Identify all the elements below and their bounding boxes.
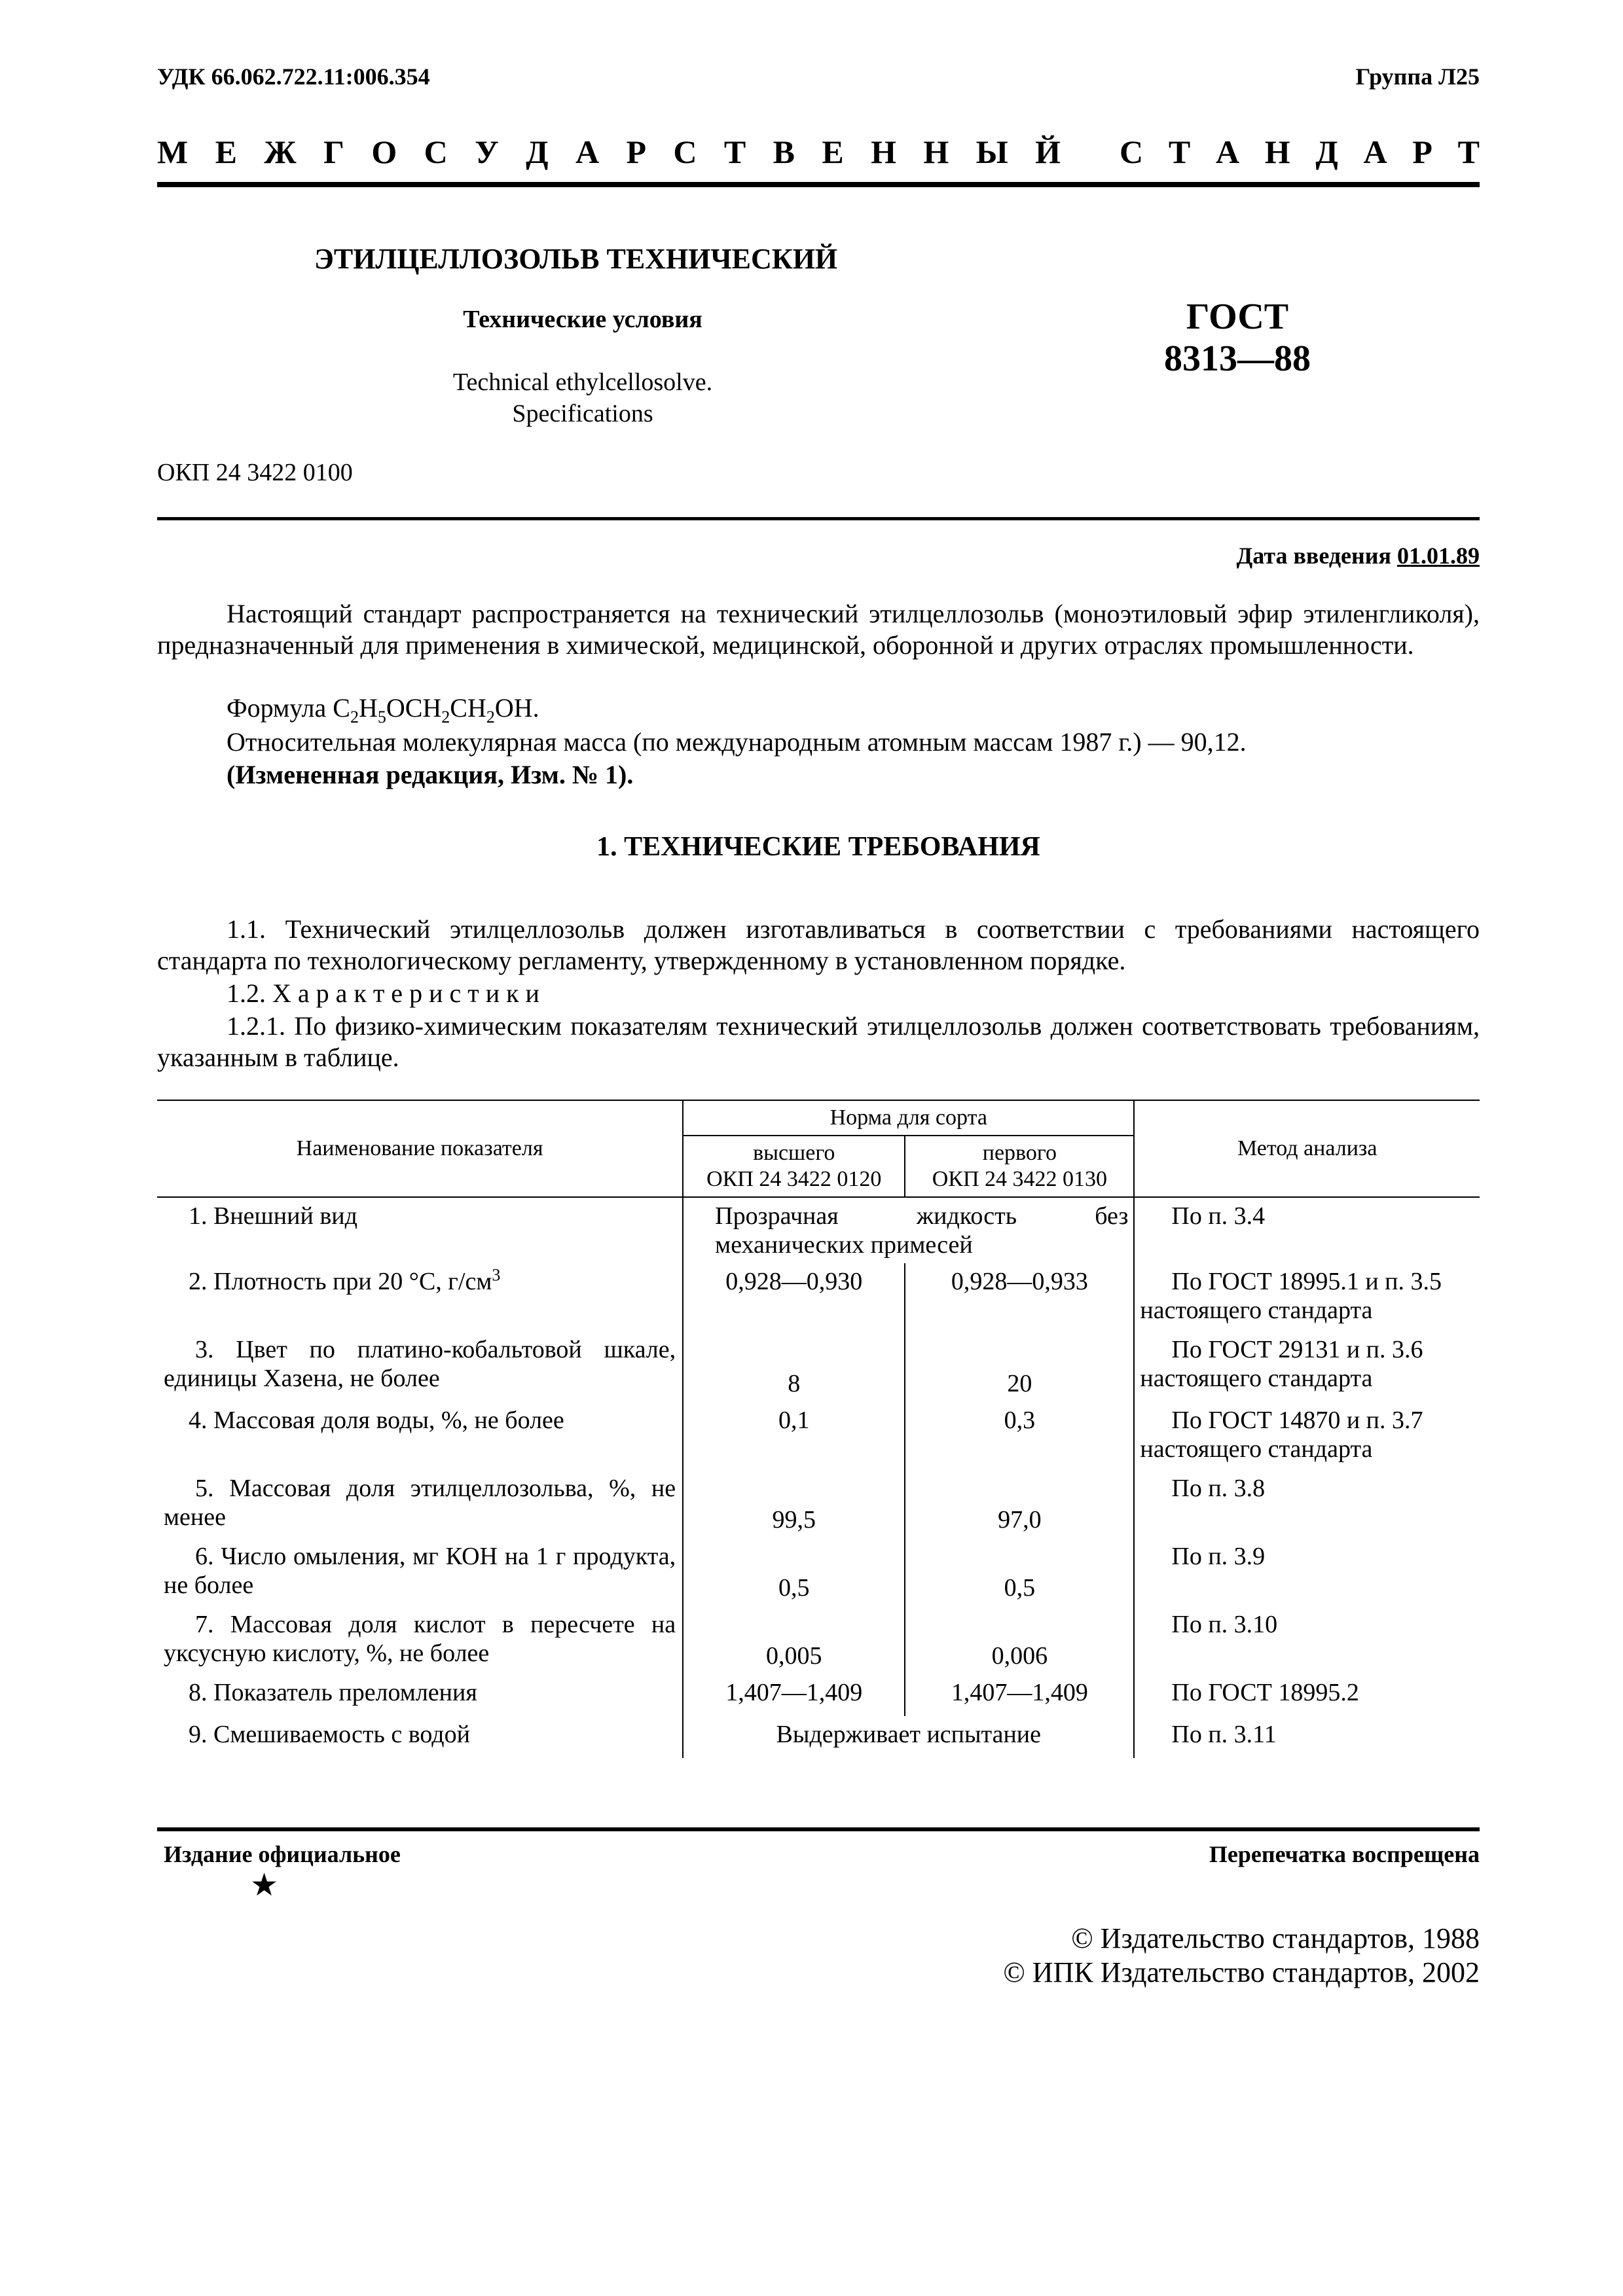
row-value-first: 0,3 — [905, 1402, 1134, 1470]
row-name: 6. Число омыления, мг КОН на 1 г продукта, не более — [164, 1543, 676, 1599]
row-name: 7. Массовая доля кислот в пересчете на уксусную кислоту, %, не более — [164, 1611, 676, 1667]
copyright-block — [1003, 1922, 1480, 1990]
gost-code: 8313—88 — [1164, 338, 1311, 379]
row-method: По ГОСТ 18995.1 и п. 3.5 настоящего стандарта — [1134, 1263, 1480, 1331]
table-row — [157, 1197, 1480, 1263]
row-value-first: 20 — [905, 1331, 1134, 1402]
row-name: 3. Цвет по платино-кобальтовой шкале, единицы Хазена, не более — [164, 1336, 676, 1392]
banner-rule — [157, 182, 1480, 187]
table-row — [157, 1402, 1480, 1470]
row-name: 4. Массовая доля воды, %, не более — [189, 1407, 564, 1434]
intro-paragraph: Настоящий стандарт распространяется на технический этилцеллозольв (моноэтиловый эфир этиленгликоля), предназначенный для применения в химической, медицинской, оборонной и других отраслях промышленности. — [157, 599, 1480, 660]
row-name: 9. Смешиваемость с водой — [189, 1721, 470, 1748]
header-indicator-name: Наименование показателя — [157, 1100, 683, 1197]
formula-label: Формула — [227, 693, 327, 723]
banner-word-interstate: М Е Ж Г О С У Д А Р С Т В Е Н Н Ы Й — [157, 134, 1061, 170]
udk-code: УДК 66.062.722.11:006.354 — [157, 63, 430, 90]
intro-date — [1237, 542, 1480, 569]
row-norm-span: Прозрачная жидкость без механических примесей — [683, 1197, 1134, 1263]
row-method: По ГОСТ 18995.2 — [1134, 1674, 1480, 1716]
okp-code: ОКП 24 3422 0100 — [157, 459, 353, 486]
banner-word-standard: С Т А Н Д А Р Т — [1120, 134, 1480, 170]
row-method: По п. 3.4 — [1134, 1197, 1480, 1263]
group-code: Группа Л25 — [1355, 63, 1480, 90]
row-method: По п. 3.8 — [1134, 1470, 1480, 1538]
row-value-first: 1,407—1,409 — [905, 1674, 1134, 1716]
row-value-high: 0,005 — [683, 1606, 905, 1674]
header-norm: Норма для сорта — [683, 1100, 1134, 1136]
row-name: 8. Показатель преломления — [189, 1679, 477, 1706]
gost-label: ГОСТ — [1186, 296, 1289, 337]
row-value-high: 99,5 — [683, 1470, 905, 1538]
row-value-first: 0,928—0,933 — [905, 1263, 1134, 1331]
intro-date-label: Дата введения — [1236, 543, 1391, 569]
table-row — [157, 1716, 1480, 1758]
english-title — [380, 367, 786, 429]
row-value-high: 0,5 — [683, 1538, 905, 1606]
row-value-first: 0,5 — [905, 1538, 1134, 1606]
english-title-line1: Technical ethylcellosolve. — [452, 368, 713, 396]
clause-1-2: 1.2. Х а р а к т е р и с т и к и — [227, 978, 539, 1008]
title-rule — [157, 517, 1480, 520]
formula-line — [227, 692, 539, 724]
molecular-mass: Относительная молекулярная масса (по международным атомным массам 1987 г.) — 90,12. — [227, 727, 1247, 757]
header-grade-high: высшего ОКП 24 3422 0120 — [683, 1136, 905, 1197]
header-method: Метод анализа — [1134, 1100, 1480, 1197]
row-norm-span: Выдерживает испытание — [683, 1716, 1134, 1758]
official-edition: Издание официальное — [164, 1841, 401, 1867]
clause-1-2-1: 1.2.1. По физико-химическим показателям технический этилцеллозольв должен соответствовать требованиям, указанным в таблице. — [157, 1011, 1480, 1072]
intro-date-value: 01.01.89 — [1397, 543, 1480, 569]
table-row — [157, 1331, 1480, 1402]
change-note: (Измененная редакция, Изм. № 1). — [227, 760, 634, 789]
row-method: По ГОСТ 29131 и п. 3.6 настоящего стандарта — [1134, 1331, 1480, 1402]
specification-table — [157, 1100, 1480, 1758]
row-method: По ГОСТ 14870 и п. 3.7 настоящего стандарта — [1134, 1402, 1480, 1470]
english-title-line2: Specifications — [512, 400, 653, 427]
row-value-high: 8 — [683, 1331, 905, 1402]
row-name: 1. Внешний вид — [189, 1202, 357, 1230]
table-row — [157, 1538, 1480, 1606]
table-row — [157, 1606, 1480, 1674]
row-value-first: 97,0 — [905, 1470, 1134, 1538]
row-method: По п. 3.9 — [1134, 1538, 1480, 1606]
row-name: 2. Плотность при 20 °С, $г/см^3$ — [189, 1265, 501, 1295]
table-row — [157, 1674, 1480, 1716]
copyright-2002: © ИПК Издательство стандартов, 2002 — [1003, 1956, 1480, 1988]
row-method: По п. 3.10 — [1134, 1606, 1480, 1674]
footer-rule — [157, 1827, 1480, 1831]
standard-banner — [157, 133, 1480, 172]
header-grade-first: первого ОКП 24 3422 0130 — [905, 1136, 1134, 1197]
reprint-prohibited: Перепечатка воспрещена — [1209, 1841, 1480, 1867]
document-title: ЭТИЛЦЕЛЛОЗОЛЬВ ТЕХНИЧЕСКИЙ — [314, 243, 838, 275]
row-value-first: 0,006 — [905, 1606, 1134, 1674]
section-heading: 1. ТЕХНИЧЕСКИЕ ТРЕБОВАНИЯ — [596, 832, 1040, 862]
clause-1-1: 1.1. Технический этилцеллозольв должен изготавливаться в соответствии с требованиями настоящего стандарта по технологическому регламенту, утвержденному в установленном порядке. — [157, 914, 1480, 975]
row-value-high: 0,1 — [683, 1402, 905, 1470]
row-value-high: 0,928—0,930 — [683, 1263, 905, 1331]
table-row — [157, 1470, 1480, 1538]
row-method: По п. 3.11 — [1134, 1716, 1480, 1758]
star-icon: ★ — [250, 1868, 279, 1903]
copyright-1988: © Издательство стандартов, 1988 — [1071, 1922, 1480, 1954]
gost-number — [1139, 296, 1336, 380]
row-name: 5. Массовая доля этилцеллозольва, %, не менее — [164, 1475, 676, 1531]
formula: $C_2H_5OCH_2CH_2OH$. — [333, 693, 539, 726]
document-subtitle: Технические условия — [463, 306, 702, 333]
table-row — [157, 1263, 1480, 1331]
row-value-high: 1,407—1,409 — [683, 1674, 905, 1716]
